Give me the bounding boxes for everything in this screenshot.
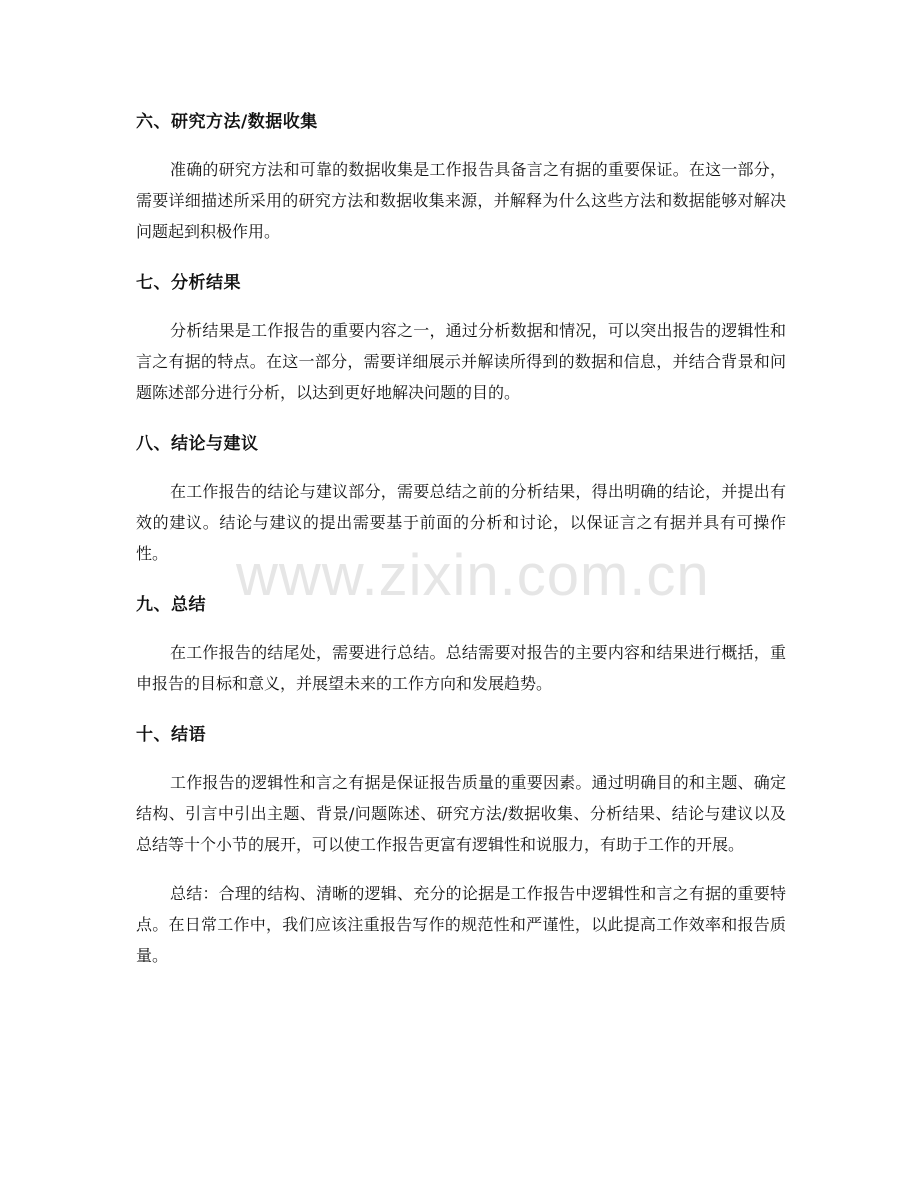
watermark: www.zixin.com.cn [236,543,710,608]
section-heading: 九、总结 [136,595,206,615]
section-paragraph: 总结：合理的结构、清晰的逻辑、充分的论据是工作报告中逻辑性和言之有据的重要特点。在日常工作中，我们应该注重报告写作的规范性和严谨性，以此提高工作效率和报告质量。 [136,884,786,965]
section-paragraph: 准确的研究方法和可靠的数据收集是工作报告具备言之有据的重要保证。在这一部分，需要详细描述所采用的研究方法和数据收集来源，并解释为什么这些方法和数据能够对解决问题起到积极作用。 [136,160,786,241]
section-summary [136,587,786,699]
section-research-methods [136,104,786,247]
document-body [136,104,786,989]
section-paragraph: 分析结果是工作报告的重要内容之一，通过分析数据和情况，可以突出报告的逻辑性和言之有据的特点。在这一部分，需要详细展示并解读所得到的数据和信息，并结合背景和问题陈述部分进行分析，以达到更好地解决问题的目的。 [136,321,786,402]
section-heading: 十、结语 [136,725,206,745]
section-paragraph: 工作报告的逻辑性和言之有据是保证报告质量的重要因素。通过明确目的和主题、确定结构、引言中引出主题、背景/问题陈述、研究方法/数据收集、分析结果、结论与建议以及总结等十个小节的展开，可以使工作报告更富有逻辑性和说服力，有助于工作的开展。 [136,773,786,854]
section-conclusions [136,426,786,569]
section-heading: 八、结论与建议 [136,434,259,454]
section-heading: 六、研究方法/数据收集 [136,112,318,132]
section-analysis-results [136,265,786,408]
section-paragraph: 在工作报告的结尾处，需要进行总结。总结需要对报告的主要内容和结果进行概括，重申报告的目标和意义，并展望未来的工作方向和发展趋势。 [136,643,786,693]
section-closing [136,717,786,971]
section-heading: 七、分析结果 [136,273,241,293]
section-paragraph: 在工作报告的结论与建议部分，需要总结之前的分析结果，得出明确的结论，并提出有效的建议。结论与建议的提出需要基于前面的分析和讨论，以保证言之有据并具有可操作性。 [136,482,786,563]
